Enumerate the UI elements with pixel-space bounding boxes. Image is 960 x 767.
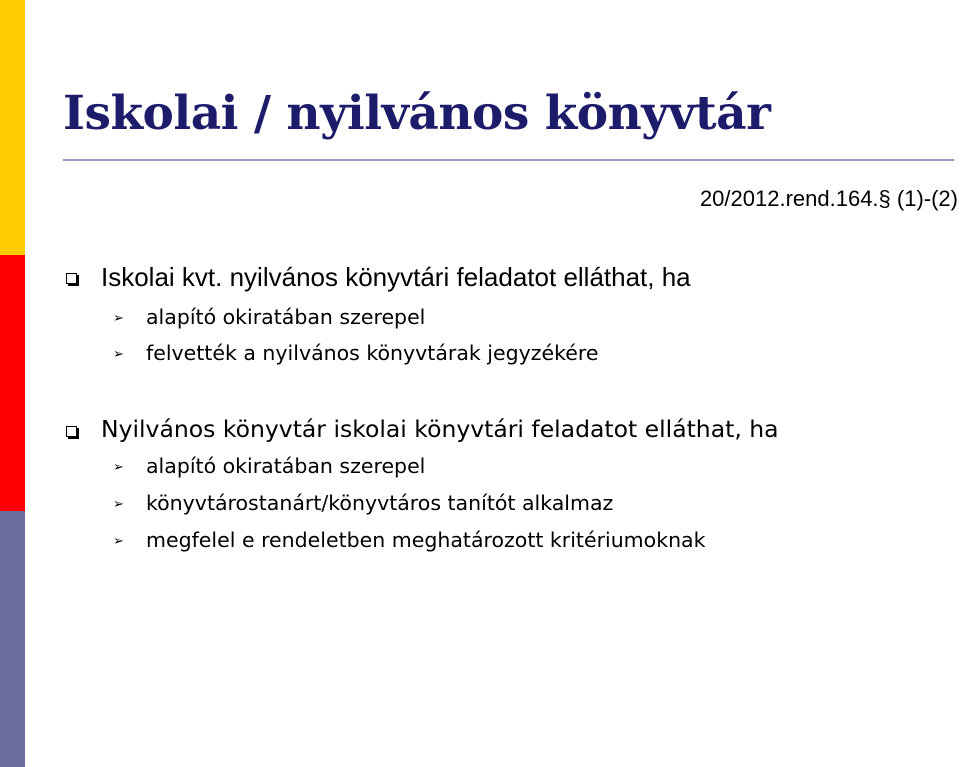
slide-title: Iskolai / nyilvános könyvtár <box>63 86 771 141</box>
section-heading-text: Nyilvános könyvtár iskolai könyvtári feladatot elláthat, ha <box>101 415 779 443</box>
list-item-text: alapító okiratában szerepel <box>146 305 426 329</box>
list-item-text: megfelel e rendeletben meghatározott kritériumoknak <box>146 528 706 552</box>
arrowhead-bullet-icon: ➢ <box>113 347 124 362</box>
arrowhead-bullet-icon: ➢ <box>113 311 124 326</box>
section-heading-text: Iskolai kvt. nyilvános könyvtári feladatot elláthat, ha <box>101 262 691 292</box>
arrowhead-bullet-icon: ➢ <box>113 460 124 475</box>
list-item-text: könyvtárostanárt/könyvtáros tanítót alkalmaz <box>146 491 614 515</box>
accent-bar-red <box>0 255 25 511</box>
title-underline <box>63 159 954 161</box>
accent-bar-purple <box>0 511 25 767</box>
hollow-square-bullet-icon <box>66 273 77 284</box>
hollow-square-bullet-icon <box>66 426 77 437</box>
list-item-text: alapító okiratában szerepel <box>146 454 426 478</box>
legal-reference: 20/2012.rend.164.§ (1)-(2) <box>699 186 958 211</box>
accent-bar-yellow <box>0 0 25 255</box>
arrowhead-bullet-icon: ➢ <box>113 534 124 549</box>
arrowhead-bullet-icon: ➢ <box>113 497 124 512</box>
list-item-text: felvették a nyilvános könyvtárak jegyzékére <box>146 341 599 365</box>
